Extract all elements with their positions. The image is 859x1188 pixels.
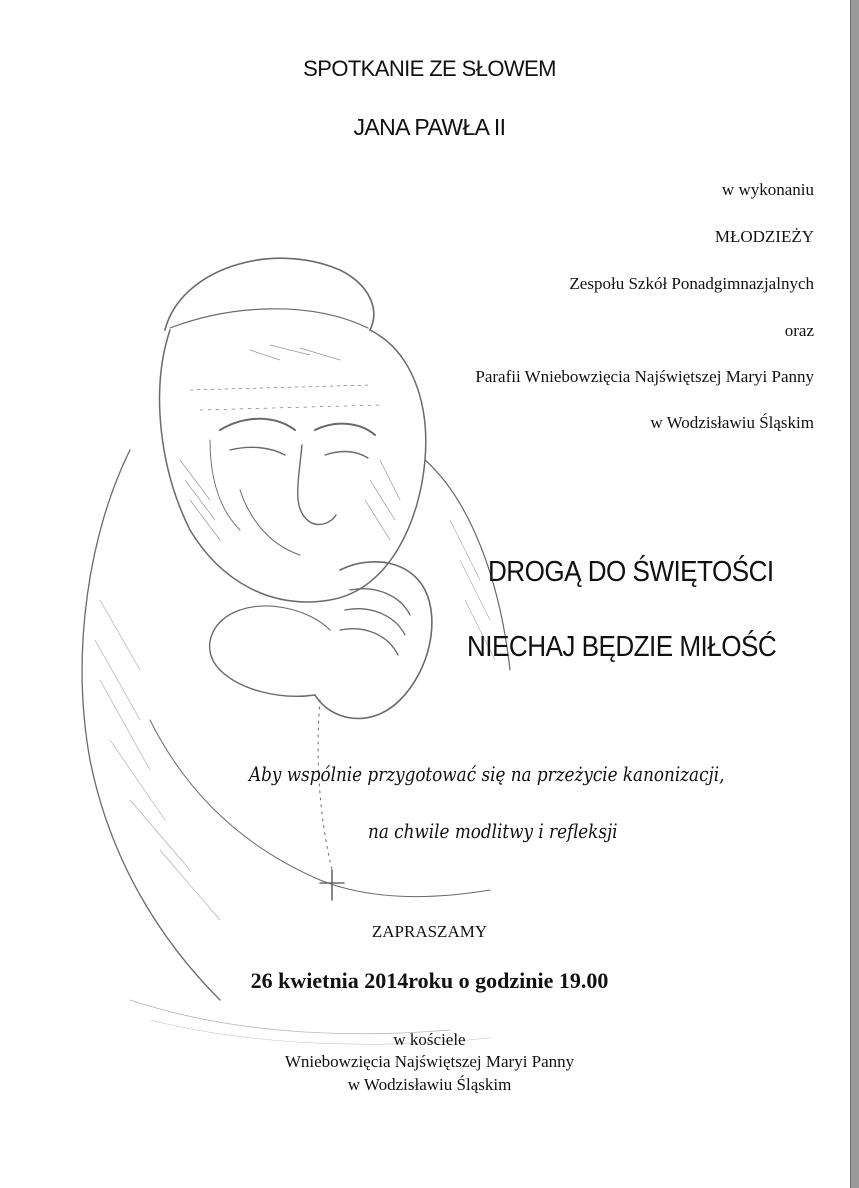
event-datetime: 26 kwietnia 2014roku o godzinie 19.00 [250,968,609,993]
purpose-line-2: na chwile modlitwy i refleksji [368,819,618,843]
purpose-line-1: Aby wspólnie przygotować się na przeżycie kanonizacji, [249,762,725,786]
location-line-2: Wniebowzięcia Najświętszej Maryi Panny [284,1052,575,1071]
organizers-line-3: Zespołu Szkół Ponadgimnazjalnych [569,274,814,293]
organizers-line-1: w wykonaniu [721,180,814,199]
theme-line-2: NIECHAJ BĘDZIE MIŁOŚĆ [467,631,777,663]
organizers-line-6: w Wodzisławiu Śląskim [650,413,814,432]
title-line-1: SPOTKANIE ZE SŁOWEM [303,56,556,81]
theme-line-1: DROGĄ DO ŚWIĘTOŚCI [488,556,774,588]
location-line-3: w Wodzisławiu Śląskim [347,1075,512,1094]
organizers-line-2: MŁODZIEŻY [714,227,814,246]
invitation-label: ZAPRASZAMY [371,922,488,941]
location-line-1: w kościele [393,1030,466,1049]
organizers-line-5: Parafii Wniebowzięcia Najświętszej Maryi Panny [475,367,814,386]
page-edge-shadow [850,0,859,1188]
organizers-line-4: oraz [784,321,814,340]
title-line-2: JANA PAWŁA II [353,114,506,140]
